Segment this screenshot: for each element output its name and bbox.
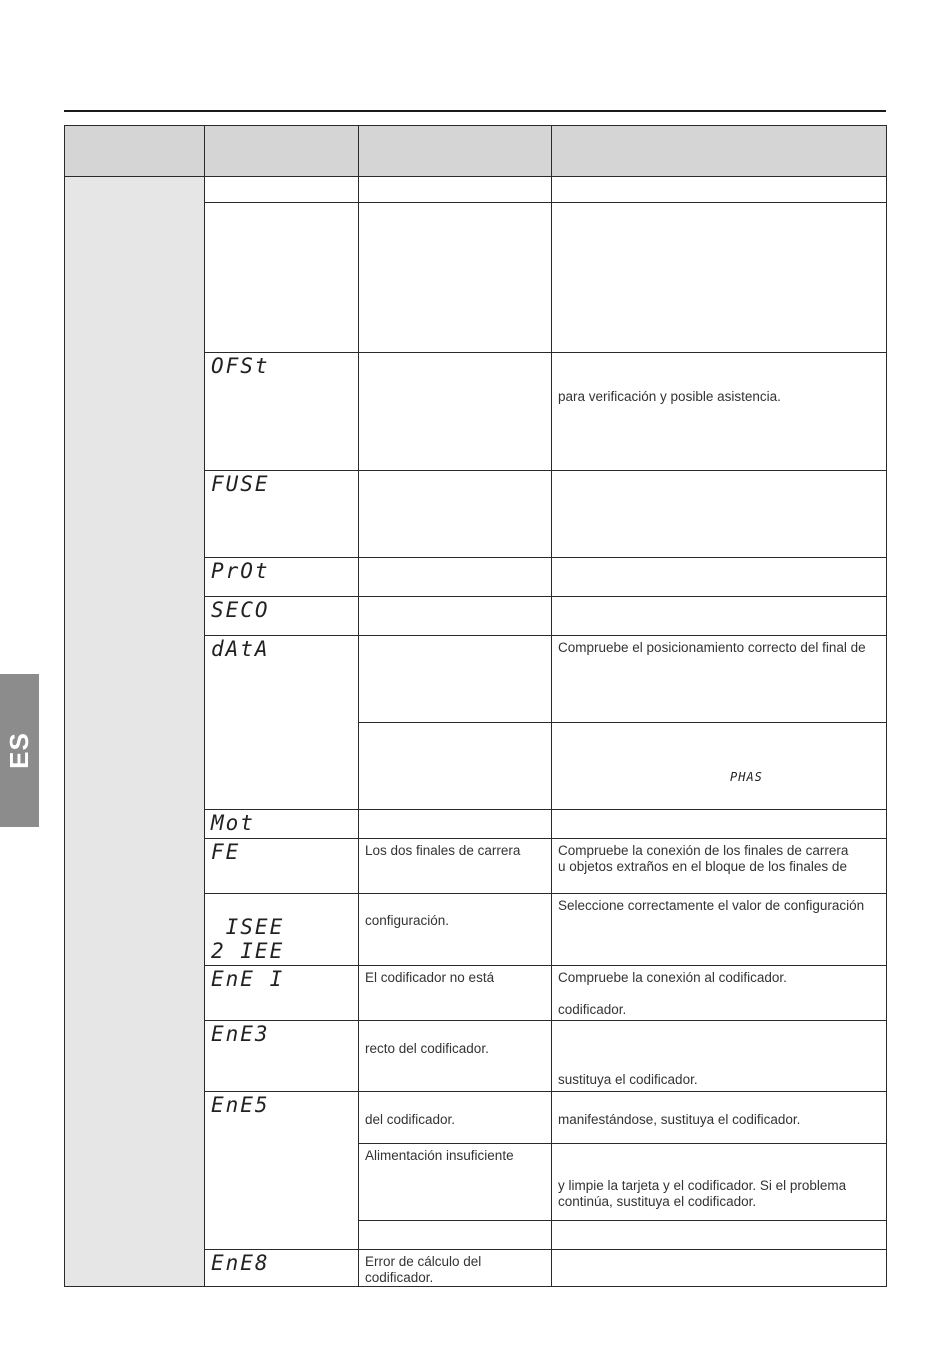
header-cell [552, 126, 887, 177]
data-solution: Compruebe el posicionamiento correcto del final de [558, 640, 866, 655]
ene5-cause: del codificador. [365, 1112, 456, 1127]
ene1-solution-line2: codificador. [558, 1002, 627, 1017]
ene5-solution: manifestándose, sustituya el codificador. [558, 1112, 801, 1127]
error-code-fuse: FUSE [211, 472, 270, 496]
ene5-power-cause: Alimentación insuficiente [365, 1148, 514, 1163]
error-code-ene1: EnE I [211, 967, 285, 991]
error-code-fe: FE [211, 840, 241, 864]
ene1-cause: El codificador no está [365, 970, 495, 985]
see-cause: configuración. [365, 913, 450, 928]
header-rule [64, 110, 886, 112]
language-tab-label: ES [4, 732, 34, 769]
ene3-cause: recto del codificador. [365, 1041, 489, 1056]
error-code-ene8: EnE8 [211, 1251, 270, 1275]
table-header-row [65, 126, 887, 177]
error-code-mot: Mot [211, 811, 255, 835]
table-row [65, 177, 887, 203]
error-code-ene3: EnE3 [211, 1022, 270, 1046]
fe-solution-line1: Compruebe la conexión de los finales de carrera [558, 843, 849, 858]
error-code-data: dAtA [211, 637, 270, 661]
error-code-prot: PrOt [211, 559, 270, 583]
ene8-cause: Error de cálculo del codificador. [365, 1254, 482, 1285]
header-cell [65, 126, 205, 177]
ofst-solution: para verificación y posible asistencia. [558, 389, 781, 404]
error-code-isee: ISEE [211, 915, 285, 939]
error-table [64, 125, 887, 1287]
ene5-power-solution-line1: y limpie la tarjeta y el codificador. Si el problema [558, 1178, 847, 1193]
error-code-ofst: OFSt [211, 354, 270, 378]
phase-code: PHAS [730, 770, 763, 784]
language-tab [0, 674, 39, 827]
header-cell [205, 126, 359, 177]
category-cell [65, 177, 205, 1287]
ene1-solution-line1: Compruebe la conexión al codificador. [558, 970, 787, 985]
header-cell [359, 126, 552, 177]
error-code-seco: SECO [211, 598, 270, 622]
fe-cause: Los dos finales de carrera [365, 843, 521, 858]
see-solution: Seleccione correctamente el valor de configuración [558, 898, 865, 913]
error-code-2iee: 2 IEE [211, 939, 285, 963]
fe-solution-line2: u objetos extraños en el bloque de los finales de [558, 859, 847, 874]
ene5-power-solution-line2: continúa, sustituya el codificador. [558, 1194, 757, 1209]
error-code-ene5: EnE5 [211, 1093, 270, 1117]
ene3-solution: sustituya el codificador. [558, 1072, 698, 1087]
